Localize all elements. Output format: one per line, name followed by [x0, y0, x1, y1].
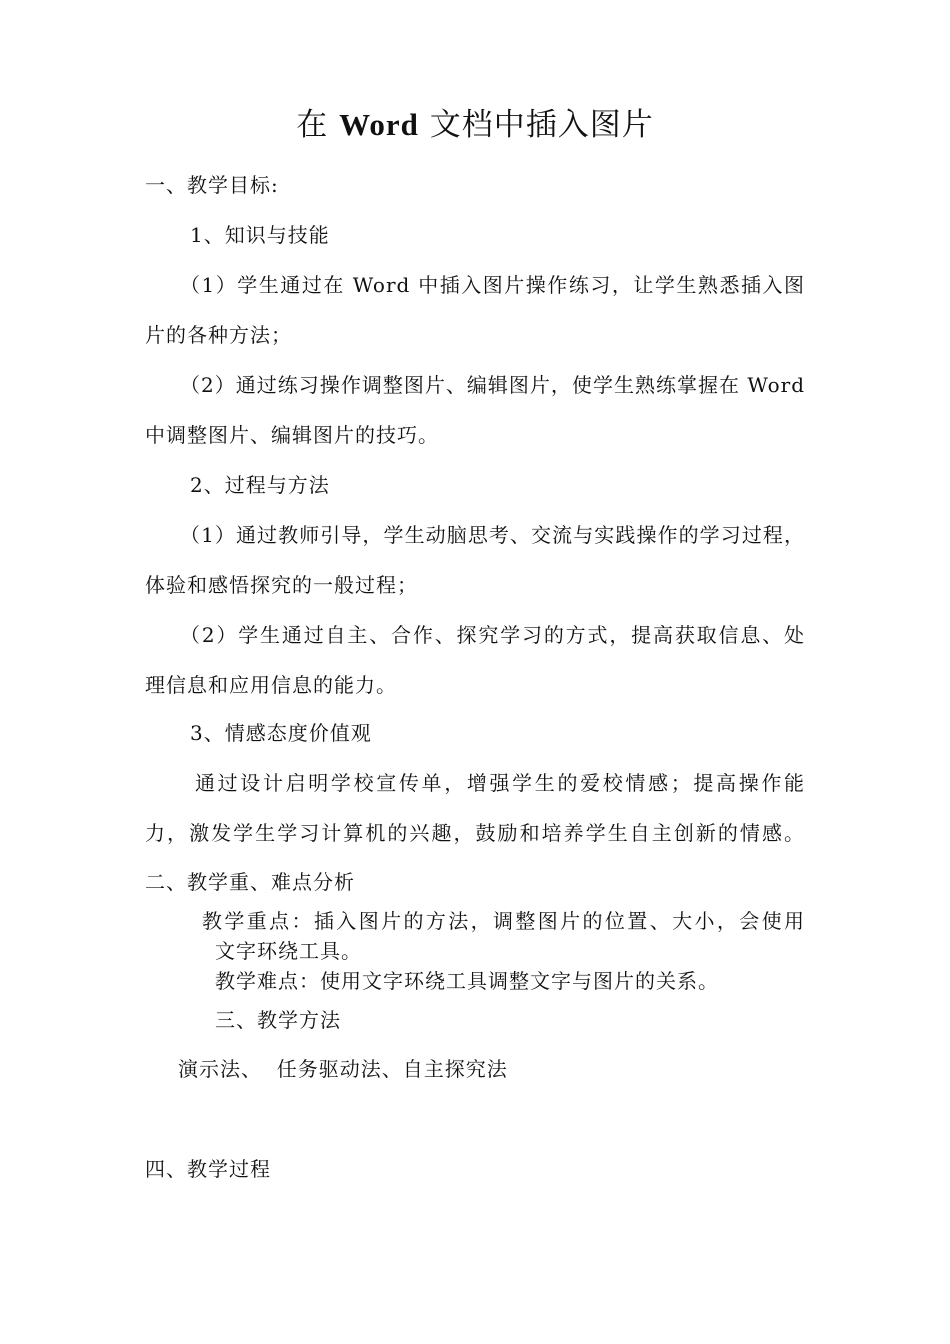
paragraph-line: 教学难点：使用文字环绕工具调整文字与图片的关系。 — [215, 969, 719, 993]
paragraph-line: 教学重点：插入图片的方法，调整图片的位置、大小，会使用 — [202, 909, 805, 933]
paragraph-line: 通过设计启明学校宣传单，增强学生的爱校情感；提高操作能 — [195, 771, 805, 795]
title-suffix: 文档中插入图片 — [418, 107, 654, 143]
paragraph-line: 中调整图片、编辑图片的技巧。 — [145, 423, 439, 447]
paragraph-line: （1）通过教师引导，学生动脑思考、交流与实践操作的学习过程， — [180, 523, 805, 547]
section-heading-methods: 三、教学方法 — [215, 1008, 341, 1032]
title-prefix: 在 — [296, 107, 340, 143]
document-title — [0, 100, 950, 150]
section-heading-process: 四、教学过程 — [145, 1157, 271, 1181]
paragraph-line: （2）学生通过自主、合作、探究学习的方式，提高获取信息、处 — [180, 623, 805, 647]
subheading-attitude-values: 3、情感态度价值观 — [190, 721, 372, 745]
paragraph-line: 文字环绕工具。 — [215, 939, 362, 963]
section-heading-key-points: 二、教学重、难点分析 — [145, 870, 355, 894]
title-word: Word — [339, 107, 419, 142]
paragraph-line: （2）通过练习操作调整图片、编辑图片，使学生熟练掌握在 Word — [180, 373, 805, 397]
subheading-process-method: 2、过程与方法 — [190, 473, 330, 497]
paragraph-line: （1）学生通过在 Word 中插入图片操作练习，让学生熟悉插入图 — [180, 273, 805, 297]
paragraph-line: 理信息和应用信息的能力。 — [145, 673, 397, 697]
subheading-knowledge-skills: 1、知识与技能 — [190, 223, 330, 247]
paragraph-line: 体验和感悟探究的一般过程； — [145, 573, 418, 597]
paragraph-line: 力，激发学生学习计算机的兴趣，鼓励和培养学生自主创新的情感。 — [145, 821, 805, 845]
paragraph-line: 片的各种方法； — [145, 323, 292, 347]
section-heading-objectives: 一、教学目标: — [145, 173, 279, 197]
paragraph-line: 演示法、 任务驱动法、自主探究法 — [178, 1057, 508, 1081]
